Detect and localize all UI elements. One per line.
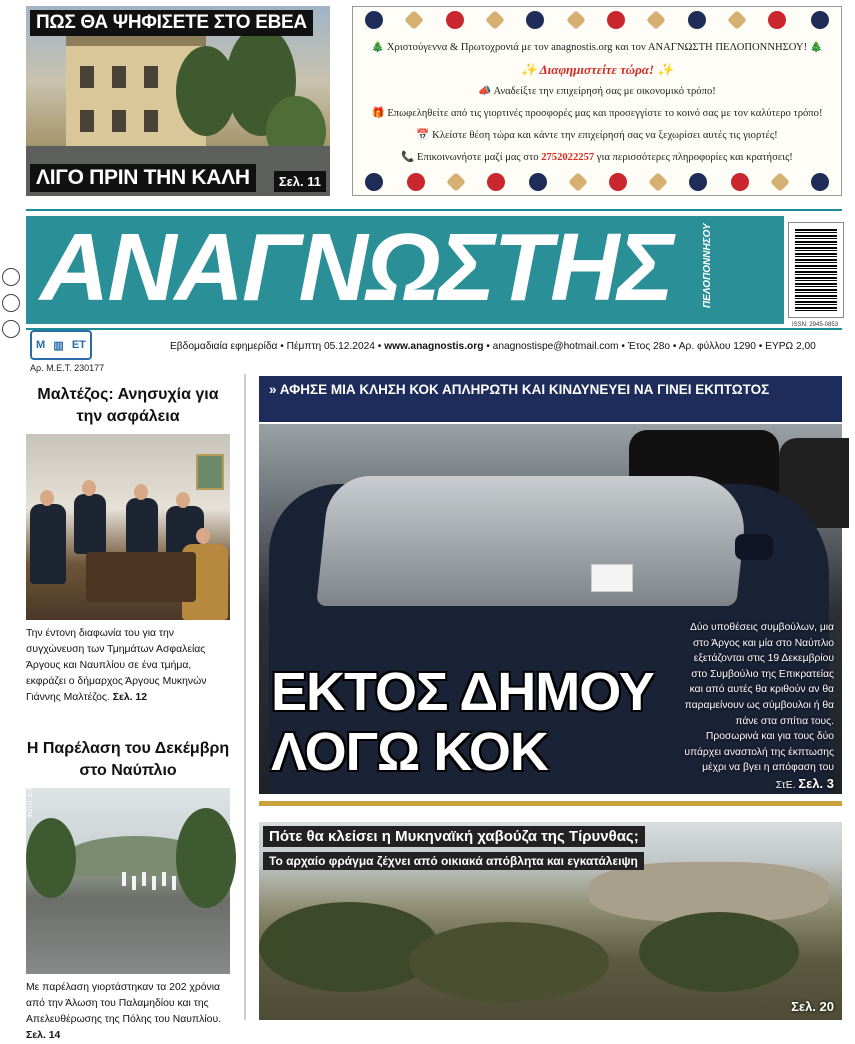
story-body: Με παρέλαση γιορτάστηκαν τα 202 χρόνια από την Άλωση του Παλαμηδίου και της Απελευθέρωσης της Πόλης του Ναυπλίου. Σελ. 14 [26, 982, 222, 1041]
parade-photo [26, 765, 230, 974]
barcode [788, 222, 844, 318]
ad-line-business: 📣 Αναδείξτε την επιχείρησή σας με οικονομικό τρόπο! [478, 86, 716, 97]
masthead-bottom-rule [26, 328, 842, 330]
main-headline[interactable]: ΕΚΤΟΣ ΔΗΜΟΥ ΛΟΓΩ ΚΟΚ [271, 662, 654, 782]
ad-phone-number[interactable]: 2752022257 [541, 152, 595, 163]
ornament-strip-top [353, 7, 841, 33]
ad-line-booking: 📅 Κλείστε θέση τώρα και κάντε την επιχείρησή σας να ξεχωρίσει αυτές τις γιορτές! [416, 130, 778, 141]
christmas-advertisement[interactable] [352, 6, 842, 196]
publication-info-line: Εβδομαδιαία εφημερίδα • Πέμπτη 05.12.2024 • www.anagnostis.org • anagnostispe@hotmail.com • Έτος 28ο • Αρ. φύλλου 1290 • ΕΥΡΩ 2,00 [170, 341, 816, 352]
book-icon: ▥ [53, 339, 64, 352]
masthead-top-rule [26, 209, 842, 211]
main-story-banner[interactable]: » ΑΦΗΣΕ ΜΙΑ ΚΛΗΣΗ ΚΟΚ ΑΠΛΗΡΩΤΗ ΚΑΙ ΚΙΝΔΥΝΕΥΕΙ ΝΑ ΓΙΝΕΙ ΕΚΠΤΩΤΟΣ [259, 376, 842, 422]
left-story-maltezos[interactable] [26, 384, 230, 706]
ornament-strip-bottom [353, 169, 841, 195]
ad-line-greeting: 🎄 Χριστούγεννα & Πρωτοχρονιά με τον anagnostis.org και τον ΑΝΑΓΝΩΣΤΗ ΠΕΛΟΠΟΝΝΗΣΟΥ! 🎄 [371, 42, 823, 53]
story-headline[interactable]: Η Παρέλαση του Δεκέμβρη στο Ναύπλιο [26, 740, 230, 779]
story-headline[interactable]: Μαλτέζος: Ανησυχία για την ασφάλεια [37, 386, 219, 425]
circular-seal-icon [2, 294, 20, 312]
main-story-photo[interactable] [259, 424, 842, 794]
main-story-body: Δύο υποθέσεις συμβούλων, μια στο Άργος και μία στο Ναύπλιο εξετάζονται στις 19 Δεκεμβρίου στο Συμβούλιο της Επικρατείας και από αυτές θα κριθούν αν θα παραμείνουν ως σύμβουλοι ή θα πάνε στα σπίτια τους. Προσωρινά και για τους δύο υπάρχει αναστολή της έκπτωσης μέχρι να βγει η απόφαση του ΣτΕ. Σελ. 3 [684, 622, 834, 791]
bottom-story-title[interactable]: Πότε θα κλείσει η Μυκηναϊκή χαβούζα της Τίρυνθας; [263, 826, 645, 847]
column-divider [244, 374, 246, 1020]
met-registration: Αρ. Μ.Ε.Τ. 230177 [30, 363, 105, 373]
issn-number: ISSN: 2945-0853 [792, 322, 839, 328]
bottom-story-photo[interactable] [259, 822, 842, 1020]
promo-ebea-photo[interactable] [26, 6, 330, 196]
email-link[interactable]: anagnostispe@hotmail.com [492, 341, 619, 352]
ad-line-offers: 🎁 Επωφεληθείτε από τις γιορτινές προσφορές μας και προσεγγίστε το κοινό σας με τον καλύτερο τρόπο! [371, 108, 823, 119]
newspaper-subtitle: ΠΕΛΟΠΟΝΝΗΣΟΥ [702, 223, 713, 308]
left-story-parade[interactable] [26, 738, 230, 1044]
newspaper-title[interactable]: ΑΝΑΓΝΩΣΤΗΣ [40, 214, 673, 321]
met-logo: Μ ▥ ΕΤ [30, 330, 92, 360]
website-link[interactable]: www.anagnostis.org [384, 341, 484, 352]
section-divider [259, 801, 842, 806]
photo-credit: ΦΩΤΟ: Δ. ΜΠΕΚΑΣ [28, 765, 34, 818]
meeting-photo [26, 434, 230, 620]
edia-logo-icon [2, 268, 20, 286]
ad-cta: ✨ Διαφημιστείτε τώρα! ✨ [520, 62, 674, 77]
ad-line-contact: 📞 Επικοινωνήστε μαζί μας στο 2752022257 για περισσότερες πληροφορίες και κρατήσεις! [401, 152, 793, 163]
side-logos [2, 268, 22, 346]
story-body: Την έντονη διαφωνία του για την συγχώνευση των Τμημάτων Ασφαλείας Άργους και Ναυπλίου σε ένα τμήμα, εκφράζει ο δήμαρχος Άργους Μυκηνών Γιάννης Μαλτέζος. Σελ. 12 [26, 628, 207, 703]
parking-ticket [591, 564, 633, 592]
bottom-story-page-ref: Σελ. 20 [791, 999, 834, 1014]
masthead [26, 216, 784, 324]
promo-top-caption: ΠΩΣ ΘΑ ΨΗΦΙΣΕΤΕ ΣΤΟ ΕΒΕΑ [30, 10, 313, 36]
bottom-story-subtitle: Το αρχαίο φράγμα ζέχνει από οικιακά απόβλητα και εγκατάλειψη [263, 852, 644, 870]
promo-bottom-caption: ΛΙΓΟ ΠΡΙΝ ΤΗΝ ΚΑΛΗ [30, 164, 256, 192]
promo-page-ref: Σελ. 11 [274, 171, 326, 192]
emblem-icon [2, 320, 20, 338]
